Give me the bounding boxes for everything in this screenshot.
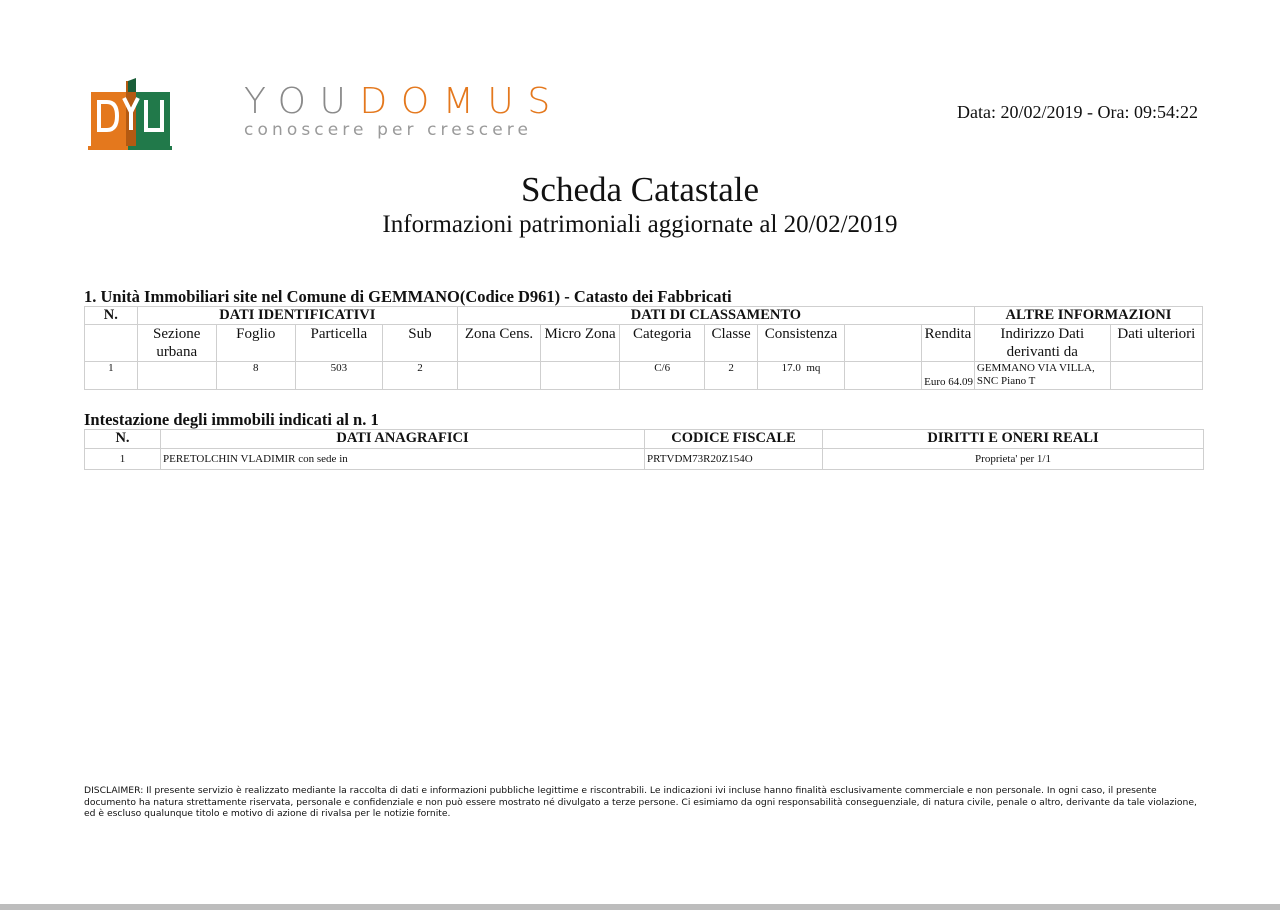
cell-zona-cens bbox=[457, 362, 540, 390]
col-sezione-urbana-header: Sezione urbana bbox=[137, 325, 216, 362]
page-subtitle: Informazioni patrimoniali aggiornate al 20/02/2019 bbox=[382, 211, 898, 238]
brand bbox=[244, 81, 564, 140]
col-dati-ulteriori-header: Dati ulteriori bbox=[1110, 325, 1202, 362]
dati-identificativi-header: DATI IDENTIFICATIVI bbox=[137, 307, 457, 325]
cell-blank bbox=[845, 362, 922, 390]
dati-classamento-header: DATI DI CLASSAMENTO bbox=[457, 307, 974, 325]
page-bottom-edge bbox=[0, 904, 1280, 910]
col-classe-header: Classe bbox=[705, 325, 758, 362]
section-2-title: Intestazione degli immobili indicati al n. 1 bbox=[84, 410, 379, 429]
col-foglio-header: Foglio bbox=[216, 325, 295, 362]
cell-micro-zona bbox=[541, 362, 620, 390]
page-title: Scheda Catastale bbox=[520, 170, 760, 209]
col-particella-header: Particella bbox=[295, 325, 382, 362]
empty-header-cell bbox=[845, 325, 922, 362]
table-column-header-row bbox=[85, 325, 1203, 362]
cell-sub: 2 bbox=[382, 362, 457, 390]
col-categoria-header: Categoria bbox=[620, 325, 705, 362]
owner-cell-codice-fiscale: PRTVDM73R20Z154O bbox=[645, 449, 823, 470]
cell-categoria: C/6 bbox=[620, 362, 705, 390]
owner-cell-dati-anagrafici: PERETOLCHIN VLADIMIR con sede in bbox=[161, 449, 645, 470]
section-1-title: 1. Unità Immobiliari site nel Comune di GEMMANO(Codice D961) - Catasto dei Fabbricati bbox=[84, 287, 732, 306]
cell-dati-ulteriori bbox=[1110, 362, 1202, 390]
col-n-header: N. bbox=[85, 307, 138, 325]
altre-informazioni-header: ALTRE INFORMAZIONI bbox=[974, 307, 1202, 325]
youdomus-logo-icon bbox=[88, 78, 172, 150]
col-micro-zona-header: Micro Zona bbox=[541, 325, 620, 362]
brand-tagline: conoscere per crescere bbox=[244, 120, 533, 140]
brand-name bbox=[244, 81, 564, 122]
col-indirizzo-header: Indirizzo Dati derivanti da bbox=[974, 325, 1110, 362]
col-sub-header: Sub bbox=[382, 325, 457, 362]
cell-particella: 503 bbox=[295, 362, 382, 390]
cell-consistenza: 17.0 mq bbox=[757, 362, 844, 390]
owner-cell-diritti: Proprieta' per 1/1 bbox=[823, 449, 1204, 470]
owners-col-diritti-header: DIRITTI E ONERI REALI bbox=[823, 430, 1204, 449]
owners-col-codice-fiscale-header: CODICE FISCALE bbox=[645, 430, 823, 449]
cell-sezione-urbana bbox=[137, 362, 216, 390]
owner-cell-n: 1 bbox=[85, 449, 161, 470]
cell-n: 1 bbox=[85, 362, 138, 390]
cell-indirizzo: GEMMANO VIA VILLA, SNC Piano T bbox=[974, 362, 1110, 390]
cell-rendita: Euro 64.09 bbox=[922, 362, 975, 390]
owners-col-n-header: N. bbox=[85, 430, 161, 449]
property-units-table bbox=[84, 306, 1203, 390]
table-row bbox=[85, 449, 1204, 470]
owners-col-dati-anagrafici-header: DATI ANAGRAFICI bbox=[161, 430, 645, 449]
brand-name-part2: DOMUS bbox=[359, 81, 564, 122]
owners-table bbox=[84, 429, 1204, 470]
owners-header-row bbox=[85, 430, 1204, 449]
table-row bbox=[85, 362, 1203, 390]
cell-classe: 2 bbox=[705, 362, 758, 390]
disclaimer: DISCLAIMER: Il presente servizio è realizzato mediante la raccolta di dati e informazioni pubbliche legittime e riscontrabili. Le indicazioni ivi incluse hanno finalità esclusivamente commerciale e non personale. In ogni caso, il presente documento ha natura strettamente riservata, personale e confidenziale e non può essere mostrato né divulgato a terze persone. Ci esimiamo da ogni responsabilità conseguenziale, di natura civile, penale o altro, derivante da tale violazione, ed è escluso qualunque titolo e motivo di azione di rivalsa per le notizie fornite. bbox=[84, 785, 1197, 819]
brand-name-part1: YOU bbox=[244, 81, 360, 122]
table-group-header-row bbox=[85, 307, 1203, 325]
col-zona-cens-header: Zona Cens. bbox=[457, 325, 540, 362]
empty-header-cell bbox=[85, 325, 138, 362]
col-rendita-header: Rendita bbox=[922, 325, 975, 362]
cell-foglio: 8 bbox=[216, 362, 295, 390]
col-consistenza-header: Consistenza bbox=[757, 325, 844, 362]
report-datetime: Data: 20/02/2019 - Ora: 09:54:22 bbox=[957, 102, 1198, 122]
